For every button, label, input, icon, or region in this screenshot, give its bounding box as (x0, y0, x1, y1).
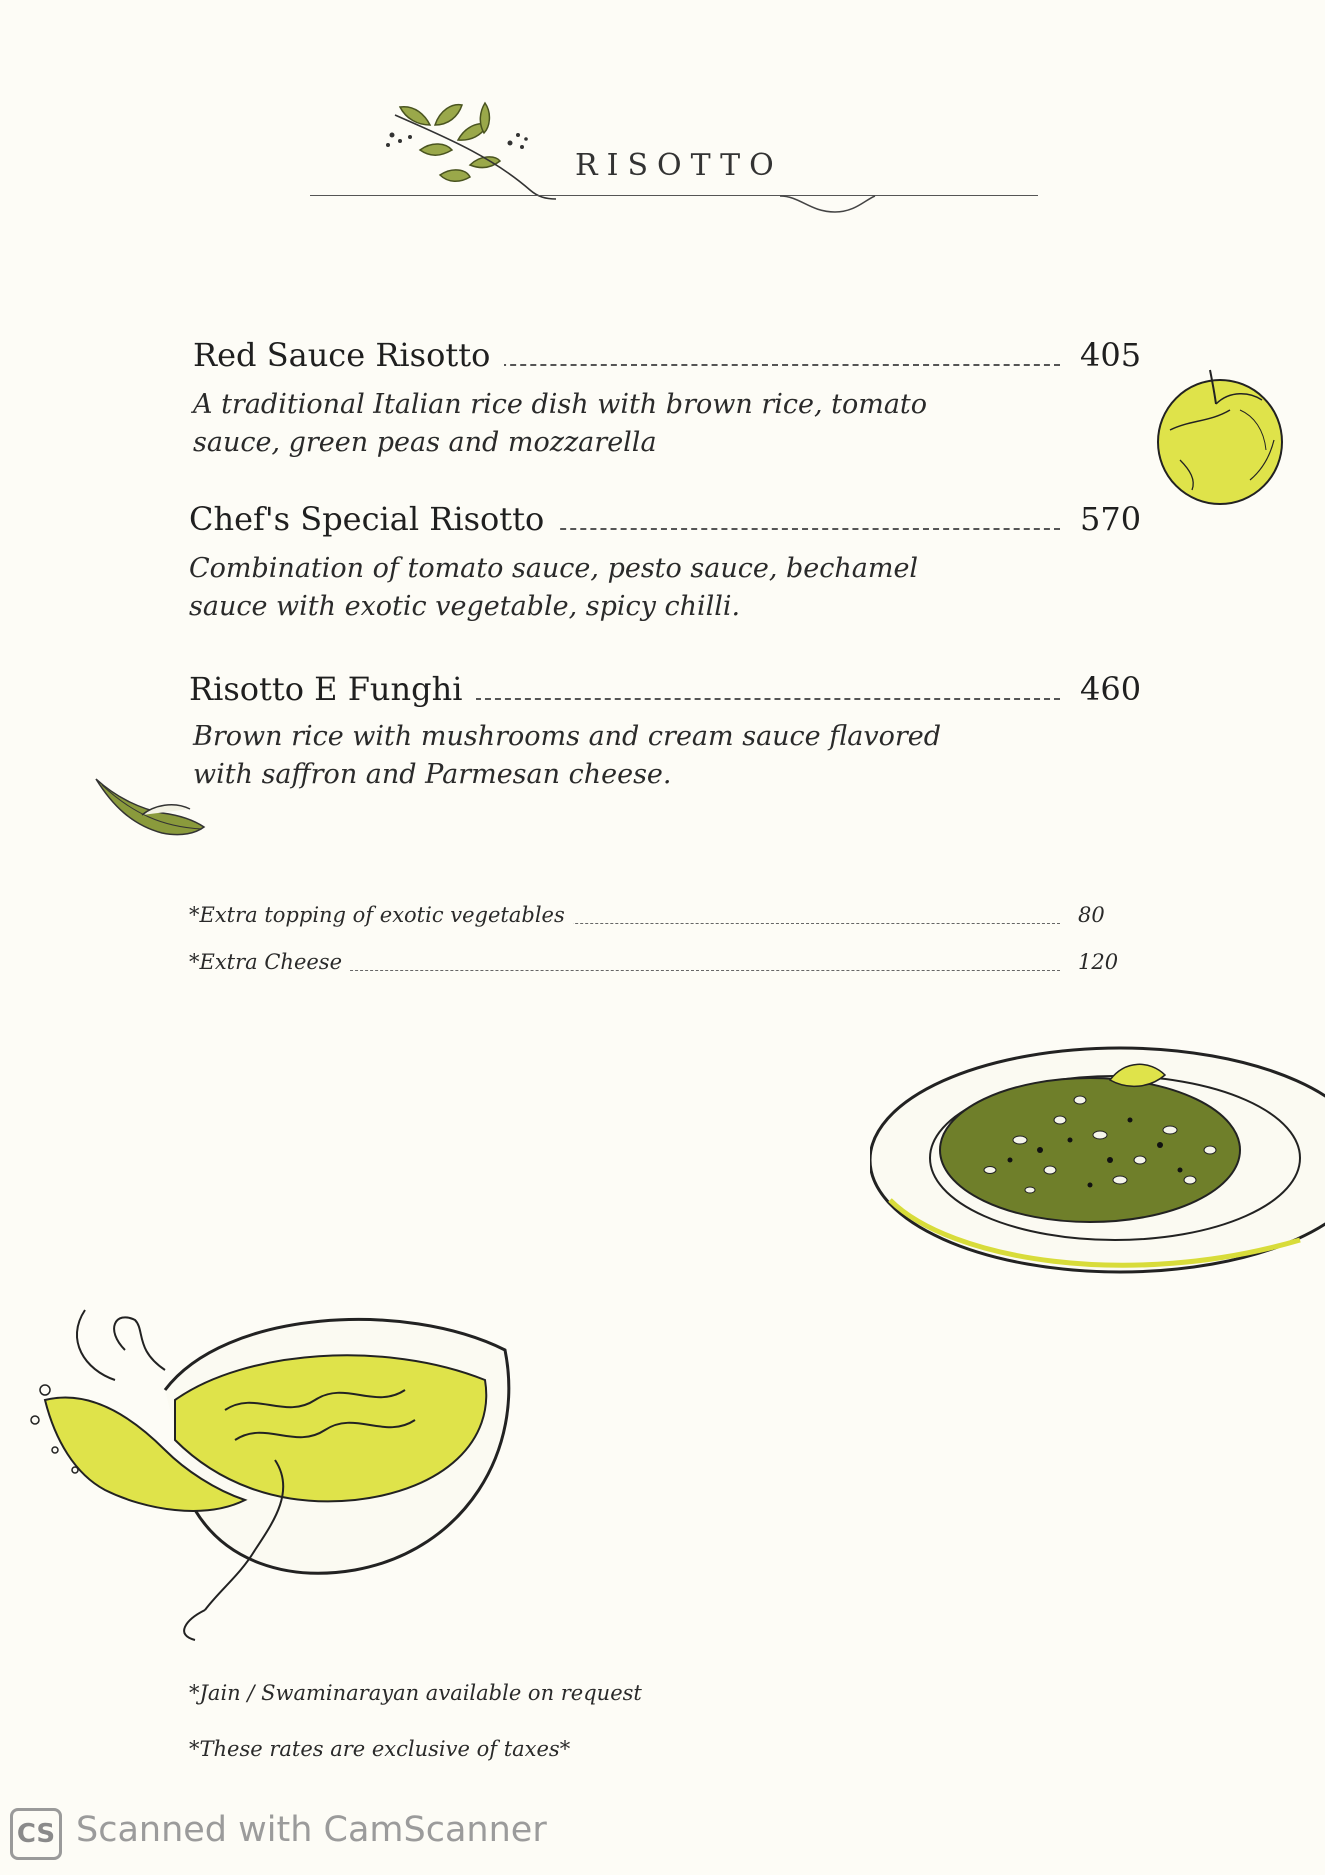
item-leader-dots (540, 528, 1060, 530)
lemon-illustration (1150, 360, 1290, 510)
menu-item-price: 570 (1080, 500, 1142, 538)
extra-item-price: 80 (1078, 903, 1105, 927)
jain-note: *Jain / Swaminarayan available on request (189, 1681, 642, 1705)
extra-leader-dots (535, 923, 1060, 924)
extra-item-label: *Extra topping of exotic vegetables (189, 903, 573, 927)
description-line: sauce with exotic vegetable, spicy chilli. (189, 591, 741, 622)
menu-item-price: 405 (1080, 336, 1142, 374)
item-leader-dots (465, 698, 1060, 700)
menu-item-price: 460 (1080, 670, 1142, 708)
menu-item-name: Chef's Special Risotto (189, 500, 558, 538)
tax-note: *These rates are exclusive of taxes* (189, 1737, 571, 1761)
menu-item-description (189, 550, 949, 626)
menu-item-description (193, 386, 953, 462)
menu-item-name: Red Sauce Risotto (193, 336, 504, 374)
page-title: RISOTTO (575, 148, 783, 183)
description-line: Brown rice with mushrooms and cream sauce flavored (193, 721, 942, 752)
description-line: with saffron and Parmesan cheese. (193, 759, 672, 790)
description-line: A traditional Italian rice dish with brown rice, tomato (193, 389, 928, 420)
description-line: sauce, green peas and mozzarella (193, 427, 657, 458)
olive-branch-icon (380, 95, 560, 215)
menu-item-description (193, 718, 953, 794)
description-line: Combination of tomato sauce, pesto sauce, bechamel (189, 553, 919, 584)
soup-bowl-illustration (25, 1290, 525, 1650)
camscanner-logo-icon: CS (10, 1808, 62, 1860)
watermark-text: Scanned with CamScanner (76, 1810, 547, 1850)
risotto-plate-illustration (870, 1040, 1325, 1300)
leaf-illustration (92, 775, 212, 855)
header-divider (310, 195, 1038, 196)
item-leader-dots (490, 364, 1060, 366)
header-flourish (780, 190, 900, 220)
extra-item-price: 120 (1078, 950, 1119, 974)
menu-item-name: Risotto E Funghi (189, 670, 476, 708)
extra-item-label: *Extra Cheese (189, 950, 350, 974)
extra-leader-dots (335, 970, 1060, 971)
